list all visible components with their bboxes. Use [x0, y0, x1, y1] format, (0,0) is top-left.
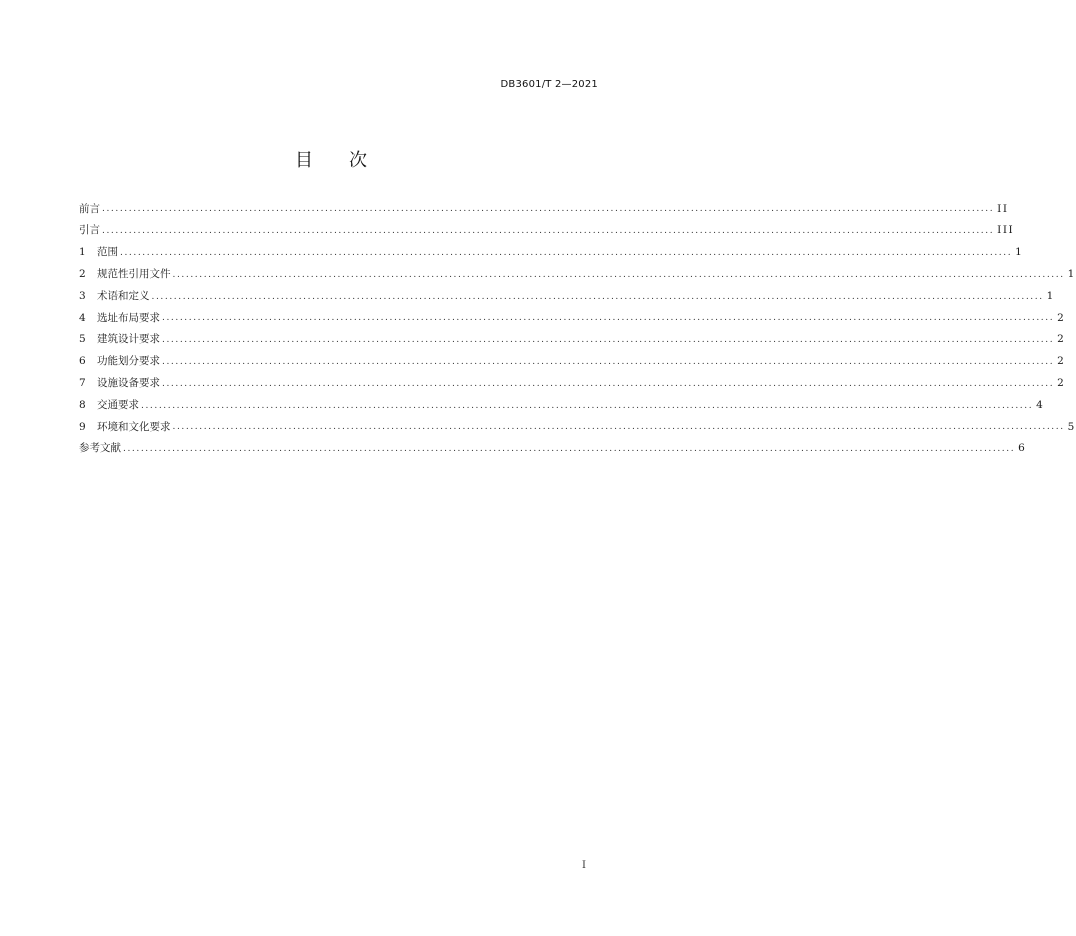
- toc-entry-number: 7: [79, 377, 86, 390]
- toc-entry[interactable]: [79, 438, 1027, 460]
- toc-dot-leader: ........................................................................................................................................................................................................: [120, 247, 1013, 258]
- toc-entry-label[interactable]: 前言: [79, 202, 100, 215]
- toc-entry-number: 9: [79, 420, 86, 433]
- toc-dot-leader: ........................................................................................................................................................................................................: [162, 313, 1055, 324]
- toc-entry-page: 2: [1057, 377, 1066, 390]
- toc-entry[interactable]: [79, 394, 1045, 416]
- toc-entry-page: III: [997, 224, 1015, 237]
- toc-entry-label[interactable]: 范围: [97, 246, 118, 259]
- toc-entry-page: 5: [1067, 420, 1076, 433]
- toc-entry-page: 1: [1046, 289, 1055, 302]
- toc-entry-label[interactable]: 环境和文化要求: [97, 420, 171, 433]
- toc-entry[interactable]: [79, 198, 1009, 220]
- toc-dot-leader: ........................................................................................................................................................................................................: [151, 291, 1044, 302]
- toc-entry[interactable]: [79, 242, 1024, 264]
- page-title: 目 次: [295, 150, 367, 171]
- toc-entry-label[interactable]: 选址布局要求: [97, 311, 160, 324]
- toc-entry-number: 8: [79, 398, 86, 411]
- toc-entry[interactable]: [79, 263, 1076, 285]
- toc-entry-page: 2: [1057, 333, 1066, 346]
- toc-dot-leader: ........................................................................................................................................................................................................: [162, 356, 1055, 367]
- toc-entry-label[interactable]: 设施设备要求: [97, 377, 160, 390]
- toc-dot-leader: ........................................................................................................................................................................................................: [141, 400, 1034, 411]
- toc-entry-number: 4: [79, 311, 86, 324]
- toc-dot-leader: ........................................................................................................................................................................................................: [102, 204, 995, 215]
- toc-entry[interactable]: [79, 351, 1066, 373]
- toc-entry-page: 2: [1057, 311, 1066, 324]
- toc-entry-number: 2: [79, 268, 86, 281]
- toc-entry-label[interactable]: 交通要求: [97, 398, 139, 411]
- page-number: I: [582, 860, 586, 871]
- toc-entry-number: 6: [79, 355, 86, 368]
- toc-dot-leader: ........................................................................................................................................................................................................: [162, 335, 1055, 346]
- toc-entry-page: 1: [1067, 268, 1076, 281]
- toc-entry[interactable]: [79, 372, 1066, 394]
- toc-dot-leader: ........................................................................................................................................................................................................: [172, 422, 1065, 433]
- toc-entry-label[interactable]: 术语和定义: [97, 289, 150, 302]
- document-code: DB3601/T 2—2021: [500, 79, 598, 90]
- toc-entry-number: 5: [79, 333, 86, 346]
- toc-entry[interactable]: [79, 307, 1066, 329]
- toc-entry-page: II: [997, 202, 1009, 215]
- toc-entry[interactable]: [79, 285, 1055, 307]
- table-of-contents: [79, 198, 1076, 460]
- toc-entry[interactable]: [79, 220, 1015, 242]
- toc-dot-leader: ........................................................................................................................................................................................................: [123, 444, 1016, 455]
- toc-entry[interactable]: [79, 329, 1066, 351]
- toc-entry-number: 1: [79, 246, 86, 259]
- toc-entry-page: 2: [1057, 355, 1066, 368]
- toc-entry-page: 1: [1015, 246, 1024, 259]
- toc-entry-label[interactable]: 功能划分要求: [97, 355, 160, 368]
- toc-entry-page: 4: [1036, 398, 1045, 411]
- toc-dot-leader: ........................................................................................................................................................................................................: [102, 226, 995, 237]
- toc-entry-label[interactable]: 参考文献: [79, 442, 121, 455]
- toc-entry-label[interactable]: 引言: [79, 224, 100, 237]
- toc-dot-leader: ........................................................................................................................................................................................................: [172, 269, 1065, 280]
- toc-entry-page: 6: [1018, 442, 1027, 455]
- toc-entry-label[interactable]: 建筑设计要求: [97, 333, 160, 346]
- toc-entry[interactable]: [79, 416, 1076, 438]
- toc-entry-number: 3: [79, 289, 86, 302]
- toc-dot-leader: ........................................................................................................................................................................................................: [162, 378, 1055, 389]
- toc-entry-label[interactable]: 规范性引用文件: [97, 268, 171, 281]
